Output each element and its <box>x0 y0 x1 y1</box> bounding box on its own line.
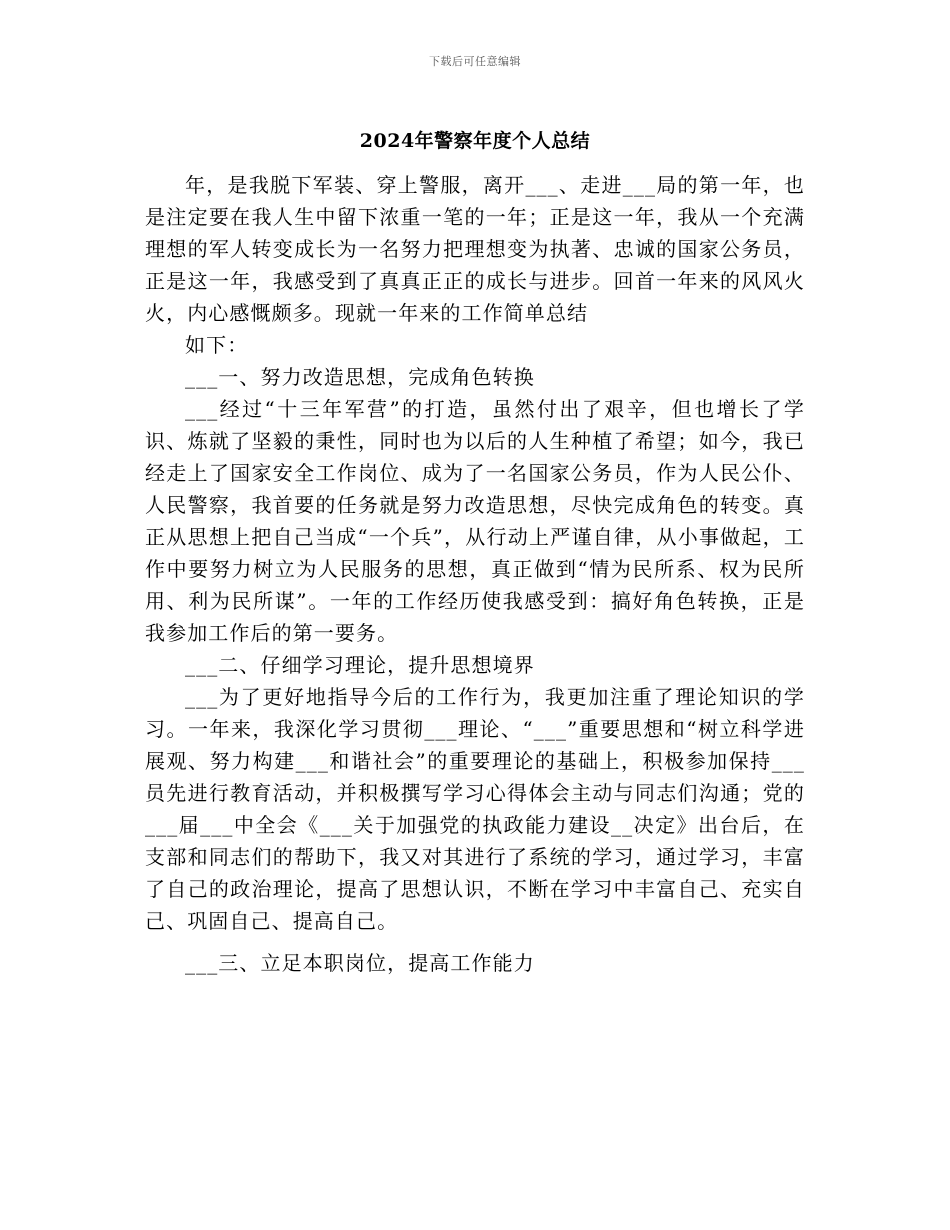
section-heading-1: ___一、努力改造思想，完成角色转换 <box>185 365 535 389</box>
header-note: 下载后可任意编辑 <box>429 55 521 68</box>
paragraph-intro: 年，是我脱下军装、穿上警服，离开___、走进___局的第一年，也是注定要在我人生中留下浓重一笔的一年；正是这一年，我从一个充满理想的军人转变成长为一名努力把理想变为执著、忠诚的国家公务员，正是这一年，我感受到了真真正正的成长与进步。回首一年来的风风火火，内心感慨颇多。现就一年来的工作简单总结 <box>145 173 805 325</box>
paragraph-intro-continuation: 如下： <box>185 333 249 357</box>
document-body <box>145 169 805 979</box>
section-heading-2: ___二、仔细学习理论，提升思想境界 <box>185 653 535 677</box>
paragraph-section-1: ___经过“十三年军营”的打造，虽然付出了艰辛，但也增长了学识、炼就了坚毅的秉性，同时也为以后的人生种植了希望；如今，我已经走上了国家安全工作岗位、成为了一名国家公务员，作为人民公仆、人民警察，我首要的任务就是努力改造思想，尽快完成角色的转变。真正从思想上把自己当成“一个兵”，从行动上严谨自律，从小事做起，工作中要努力树立为人民服务的思想，真正做到“情为民所系、权为民所用、利为民所谋”。一年的工作经历使我感受到：搞好角色转换，正是我参加工作后的第一要务。 <box>145 397 805 645</box>
paragraph-section-2: ___为了更好地指导今后的工作行为，我更加注重了理论知识的学习。一年来，我深化学习贯彻___理论、“___”重要思想和“树立科学进展观、努力构建___和谐社会”的重要理论的基础上，积极参加保持___员先进行教育活动，并积极撰写学习心得体会主动与同志们沟通；党的___届___中全会《___关于加强党的执政能力建设__决定》出台后，在支部和同志们的帮助下，我又对其进行了系统的学习，通过学习，丰富了自己的政治理论，提高了思想认识，不断在学习中丰富自己、充实自己、巩固自己、提高自己。 <box>145 685 805 933</box>
document-title: 2024年警察年度个人总结 <box>359 130 591 152</box>
section-heading-3: ___三、立足本职岗位，提高工作能力 <box>185 951 535 975</box>
